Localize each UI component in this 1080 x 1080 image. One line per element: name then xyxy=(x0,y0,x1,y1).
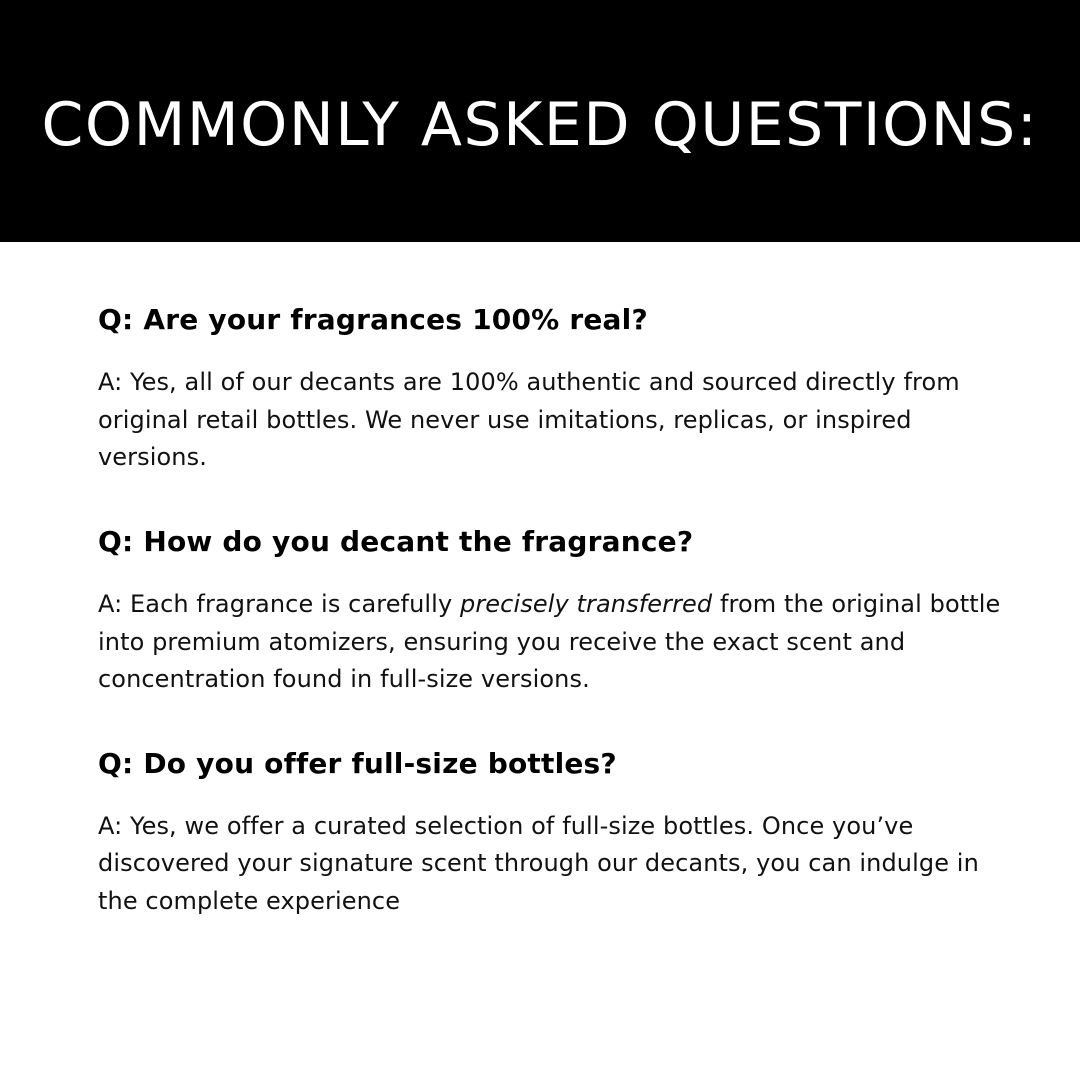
faq-question: Q: Do you offer full-size bottles? xyxy=(98,746,617,780)
page-title: COMMONLY ASKED QUESTIONS: xyxy=(41,89,1039,160)
faq-answer-text: A: Yes, we offer a curated selection of full-size bottles. Once you’ve discovered your signature scent through our decants, you can indulge in the complete experience xyxy=(98,812,979,915)
faq-answer-text-tail: from the original bottle into premium atomizers, ensuring you receive the exact scent and concentration found in full-size versions. xyxy=(98,590,1001,693)
faq-answer-emphasis: precisely transferred xyxy=(460,590,713,619)
faq-answer xyxy=(98,364,1006,476)
faq-entry-1 xyxy=(98,302,1006,476)
faq-list xyxy=(0,242,1080,920)
faq-question: Q: How do you decant the fragrance? xyxy=(98,524,694,558)
faq-answer xyxy=(98,808,1006,920)
faq-answer-text: A: Each fragrance is carefully xyxy=(98,590,460,619)
faq-answer xyxy=(98,586,1006,698)
faq-entry-2 xyxy=(98,524,1006,698)
faq-entry-3 xyxy=(98,746,1006,920)
faq-answer-text: A: Yes, all of our decants are 100% authentic and sourced directly from original retail bottles. We never use imitations, replicas, or inspired versions. xyxy=(98,368,960,471)
faq-question: Q: Are your fragrances 100% real? xyxy=(98,303,648,336)
header-banner xyxy=(0,0,1080,242)
